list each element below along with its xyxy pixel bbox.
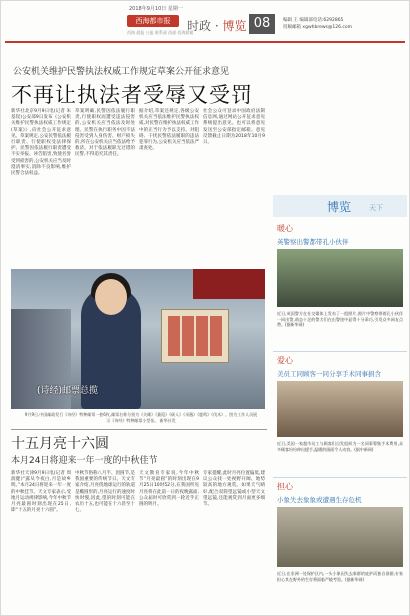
store-photo <box>277 381 403 437</box>
photo-overlay-text: (诗经)邮票总揽 <box>37 386 99 396</box>
lead-body-column: 草案明确,民警因依法履行职责,行使职权而遭受违法侵害的,公安机关应当依法及时处理。民警在执行职务中因不法侵害受到人身伤害、财产损失的,所在公安机关应当依法给予救济。对于依法履职无过错的民警,不得追究其责任。 <box>75 109 135 158</box>
lead-kicker: 公安机关维护民警执法权威工作规定草案公开征求意见 <box>13 67 230 77</box>
article-separator <box>11 429 267 430</box>
lead-body-column: 社会公众可登录中国政府法制信息网,通过网站公开征求意见系统提出意见。也可以将意见发送至公安部指定邮箱。意见反馈截止日期为2018年10月9日。 <box>203 109 265 146</box>
block-text: 近日,在非洲一处保护区内,一头小象因失去象群的庇护而独自徘徊,专家担心其在野外的生存将面临严峻考验。(据新华网) <box>277 571 403 582</box>
lead-body-column: 据介绍,草案还规定,各级公安机关应当依法维护民警执法权威,对民警在维护执法权威工作中的正当行为予以支持。对阻碍、干扰民警依法履职的违法犯罪行为,公安机关应当依法严肃查处。 <box>139 109 199 152</box>
moon-subheadline: 本月24日将迎来一年一度的中秋佳节 <box>11 456 158 466</box>
header-rule <box>5 41 405 43</box>
block-headline: 小象失去象象或遭遇生存危机 <box>277 496 362 504</box>
moon-body-column: 中秋节俗称八月半、团圆节,是我国重要的传统节日。天文专家介绍,月亮绕地球运行的轨道是椭圆形的,月亮运行的速度时快时慢,因此,望的时刻可能在农历十五,也可能在十六甚至十七。 <box>75 471 135 514</box>
block-headline: 英警察出警都带孔小伙伴 <box>277 238 349 246</box>
section-title <box>187 17 246 34</box>
logo-subtitle: 西海 晨报 公报 联系部 西部 西海晨報 <box>127 30 194 35</box>
block-text: 近日,美国一家超市员工与顾客们自发组织为一名同事筹集手术费用,众多顾客纷纷伸出援手,温暖的画面令人动容。(据中新网) <box>277 441 403 452</box>
police-photo <box>277 249 403 307</box>
logo-text: 西海都市报 <box>135 17 171 25</box>
lead-headline: 不再让执法者受辱又受罚 <box>11 83 253 107</box>
block-tag: 担心 <box>277 482 293 491</box>
banner-title: 博览 <box>327 200 352 214</box>
photo-red-banner <box>193 269 265 299</box>
bolan-banner <box>273 195 407 217</box>
banner-subtitle: 天下 <box>369 204 383 212</box>
moon-body-column: 新华社天津9月9日电(记者 周润健)“露从今夜白,月是故乡明。”本月24日将迎来一年一度的中秋佳节。天文专家表示,受地月运动规律影响,今年中秋节月亮最圆时刻出现在25日,即“十五的月亮十六圆”。 <box>11 471 71 514</box>
issue-date: 2018年9月10日 星期一 <box>129 6 183 12</box>
block-tag: 爱心 <box>277 356 293 365</box>
editor-line: 投稿邮箱 xgwhbrews@126.com <box>283 25 353 30</box>
block-text: 近日,英国警方在社交媒体上发布了一组照片,照片中警察带着孔小伙伴一同出警,萌态十足的警犬们在出警途中显得十分乖巧,引发众多网友点赞。(据新华网) <box>277 311 403 328</box>
photo-stamp-sheet <box>161 309 229 363</box>
block-separator <box>273 351 407 352</box>
page-number: 08 <box>249 14 275 34</box>
moon-headline: 十五月亮十六圆 <box>11 436 109 452</box>
moon-body-column: 专家提醒,此时月亮位置偏低,建议公众找一处视野开阔、地势较高的地方观赏。如果天气晴好,配合双筒望远镜或小型天文望远镜,还能观赏到月面更多细节。 <box>203 471 265 508</box>
moon-body-column: 天文教育专家说,今年中秋节“月亮最圆”的时刻出现在9月25日10时52分,在我国所见月亮将在此前一日的夜晚露面,公众届时可欣赏到一轮近乎正圆的明月。 <box>139 471 199 508</box>
elephant-photo <box>277 507 403 567</box>
block-tag: 暖心 <box>277 224 293 233</box>
block-separator <box>273 477 407 478</box>
editor-info <box>283 17 352 31</box>
section-title-right: 博览 <box>222 19 247 33</box>
stamp-photo <box>11 269 265 409</box>
photo-caption: 9月9日,中国邮政发行《诗经》特种邮票一套6枚,邮票名称分别为《关雎》《蒹葭》《硕人》《采薇》《鹿鸣》《伐木》。图为工作人员展示《诗经》特种邮票小型张。 新华社发 <box>24 412 258 423</box>
lead-body-column: 新华社北京9月9日电(记者 朱基钗)公安部9日发布《公安机关维护民警执法权威工作规定(草案)》,向社会公开征求意见。草案规定,公安民警依法履行职责、行使职权受法律保护。民警因依法履行职责遭受不实举报、诬告陷害,致使名誉受到损害的,公安机关应当及时澄清事实,消除不良影响,维护民警合法权益。 <box>11 109 71 177</box>
photo-person-face <box>95 279 127 315</box>
section-title-left: 时政 · <box>187 19 223 33</box>
editor-line: 编辑 王 编辑部电话:6292865 <box>283 18 344 23</box>
right-column <box>273 45 407 613</box>
block-headline: 美员工同顾客一同分享手术同事捐含 <box>277 370 381 378</box>
newspaper-logo <box>127 15 179 27</box>
